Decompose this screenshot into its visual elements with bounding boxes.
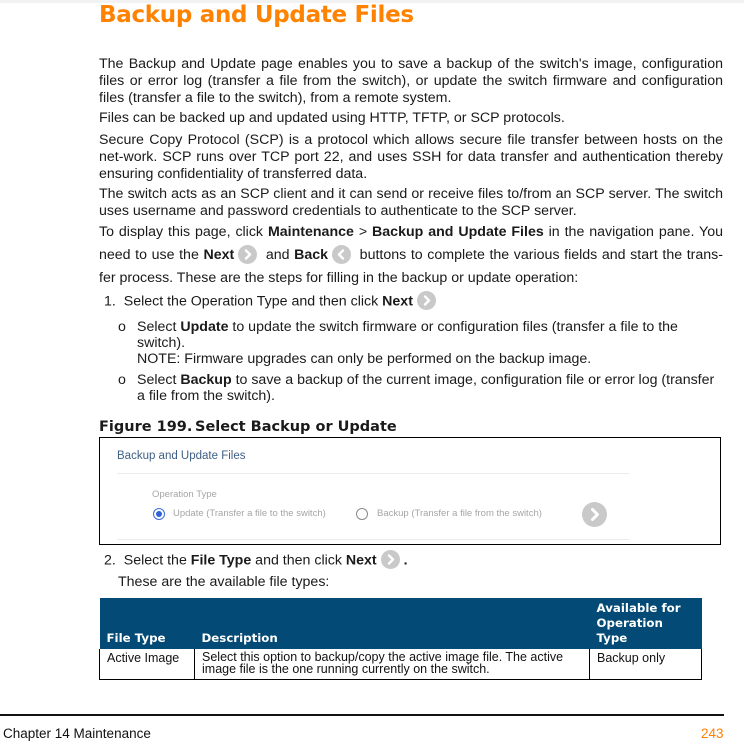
file-types-table	[99, 598, 702, 680]
footer-chapter: Chapter 14 Maintenance	[3, 726, 151, 741]
next-label: Next	[345, 552, 377, 569]
nav-text: in the navigation pane. You need to use the	[99, 224, 723, 263]
file-type-label: File Type	[190, 552, 252, 569]
footer-rule	[0, 714, 724, 716]
header-line-1: Available for	[596, 601, 681, 615]
header-available-for	[590, 598, 702, 649]
step-text: Select the Operation Type and then click	[123, 293, 383, 310]
chevron-right-icon	[582, 502, 607, 527]
intro-paragraph: The Backup and Update page enables you to save a backup of the switch's image, configuration files or error log (transfer a file from the switch), or update the switch firmware and configuration files (transfer a file to the switch), from a remote system.	[99, 56, 723, 106]
next-label: Next	[382, 293, 413, 310]
protocols-paragraph: Files can be backed up and updated using HTTP, TFTP, or SCP protocols.	[99, 110, 565, 126]
scp-client-paragraph: The switch acts as an SCP client and it can send or receive files to/from an SCP server. The switch uses username and password credentials to authenticate to the SCP server.	[99, 186, 723, 219]
nav-backup-update: Backup and Update Files	[372, 224, 544, 240]
step-2-subtext: These are the available file types:	[118, 574, 330, 590]
bullet-bold: Backup	[180, 372, 232, 388]
cell-description: Select this option to backup/copy the active image file. The active image file is the one running currently on the switch.	[195, 649, 590, 680]
page-title: Backup and Update Files	[99, 2, 414, 28]
panel-bottom-divider	[117, 539, 629, 540]
table-header-row	[100, 598, 702, 649]
panel-divider	[117, 473, 629, 474]
next-icon	[381, 550, 400, 569]
nav-text: buttons to complete the various fields and start the trans-fer process. These are the steps for filling in the backup or update operation:	[99, 247, 723, 286]
figure-title: Select Backup or Update	[195, 419, 397, 435]
bullet-mark: o	[118, 372, 126, 388]
header-line-2: Operation Type	[596, 616, 663, 645]
backup-radio-label[interactable]: Backup (Transfer a file from the switch)	[377, 508, 542, 519]
step-2	[104, 551, 408, 570]
cell-available: Backup only	[590, 649, 702, 680]
step-period: .	[403, 552, 408, 569]
backup-radio[interactable]	[356, 508, 368, 520]
cell-file-type: Active Image	[100, 649, 195, 680]
operation-type-label: Operation Type	[152, 489, 217, 500]
update-radio-label[interactable]: Update (Transfer a file to the switch)	[173, 508, 326, 519]
back-icon	[332, 245, 351, 264]
scp-paragraph: Secure Copy Protocol (SCP) is a protocol which allows secure file transfer between hosts on the net-work. SCP runs over TCP port 22, and uses SSH for data transfer and authentication thereby ensuring confidentiality of transferred data.	[99, 132, 723, 182]
footer-page-number: 243	[701, 726, 724, 741]
bullet-text: to update the switch firmware or configuration files (transfer a file to the switch).	[137, 319, 678, 351]
bullet-text: Select	[137, 319, 181, 335]
table-row	[100, 649, 702, 680]
step-number: 1.	[104, 293, 116, 310]
header-file-type: File Type	[100, 598, 195, 649]
panel-title: Backup and Update Files	[117, 450, 246, 462]
step-1	[104, 292, 440, 311]
header-description: Description	[195, 598, 590, 649]
bullet-update	[118, 319, 723, 367]
nav-text: To display this page, click	[99, 224, 268, 240]
figure-screenshot	[99, 437, 721, 545]
bullet-text: to save a backup of the current image, configuration file or error log (transfer a file from the switch).	[137, 372, 715, 404]
next-button[interactable]	[582, 502, 607, 527]
bullet-backup	[118, 372, 723, 404]
nav-maintenance: Maintenance	[267, 224, 354, 240]
firmware-note: NOTE: Firmware upgrades can only be performed on the backup image.	[137, 351, 592, 367]
bullet-mark: o	[118, 319, 126, 335]
nav-separator: >	[353, 224, 373, 240]
figure-number: Figure 199.	[99, 419, 193, 435]
back-label: Back	[294, 247, 329, 263]
next-label: Next	[203, 247, 235, 263]
step-text: Select the	[123, 552, 191, 569]
navigation-paragraph	[99, 221, 723, 290]
step-number: 2.	[104, 552, 116, 569]
next-icon	[238, 245, 257, 264]
bullet-bold: Update	[180, 319, 229, 335]
update-radio[interactable]	[153, 508, 165, 520]
nav-text: and	[261, 247, 295, 263]
figure-caption	[99, 419, 397, 435]
step-text: and then click	[251, 552, 346, 569]
bullet-text: Select	[137, 372, 181, 388]
next-icon	[417, 291, 436, 310]
